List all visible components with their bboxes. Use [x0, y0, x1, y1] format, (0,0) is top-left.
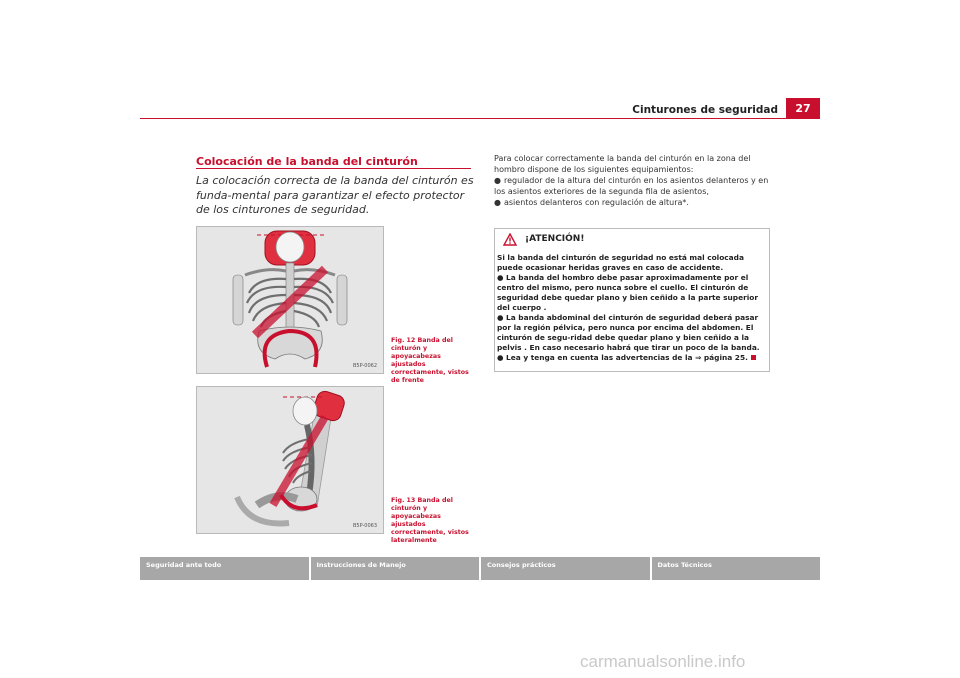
section-rule: [196, 168, 471, 169]
bullet-text: asientos delanteros con regulación de altura*.: [503, 198, 689, 207]
body-bullet: [494, 176, 772, 197]
warning-bullet: [497, 313, 767, 353]
watermark: carmanualsonline.info: [580, 652, 746, 671]
figure-13-caption: Fig. 13 Banda del cinturón y apoyacabezas ajustados correctamente, vistos lateralmente: [391, 497, 469, 544]
skeleton-front-illustration: [197, 227, 383, 373]
figure-12-caption: Fig. 12 Banda del cinturón y apoyacabezas ajustados correctamente, vistos de frente: [391, 337, 469, 384]
figure-13-side-view: [196, 386, 384, 534]
bullet-text: La banda del hombro debe pasar aproximadamente por el centro del mismo, pero nunca sobre el cuello. El cinturón de seguridad debe quedar plano y bien ceñido a la parte superior del cuerpo .: [497, 273, 758, 312]
figure-12-front-view: [196, 226, 384, 374]
warning-header: [495, 229, 769, 249]
page-number: 27: [786, 98, 820, 118]
bullet-icon: ●: [494, 176, 501, 185]
skeleton-side-illustration: [197, 387, 383, 533]
bullet-text: regulador de la altura del cinturón en los asientos delanteros y en los asientos exteriores de la segunda fila de asientos,: [494, 176, 769, 196]
bullet-icon: ●: [497, 273, 507, 282]
warning-paragraph: Si la banda del cinturón de seguridad no está mal colocada puede ocasionar heridas graves en caso de accidente.: [497, 253, 744, 272]
footer-tab-consejos[interactable]: Consejos prácticos: [479, 557, 650, 580]
body-paragraph: Para colocar correctamente la banda del cinturón en la zona del hombro dispone de los siguientes equipamientos:: [494, 154, 751, 174]
bullet-text: Lea y tenga en cuenta las advertencias de la ⇒ página 25.: [506, 353, 748, 362]
bullet-icon: ●: [497, 353, 507, 362]
section-intro: La colocación correcta de la banda del cinturón es funda-mental para garantizar el efecto protector de los cinturones de seguridad.: [196, 174, 474, 216]
header-rule: [140, 118, 820, 119]
figure-code: B5P-0063: [352, 523, 377, 529]
warning-body: [497, 253, 767, 363]
footer-tab-instrucciones[interactable]: Instrucciones de Manejo: [309, 557, 480, 580]
figure-code: B5P-0062: [352, 363, 377, 369]
footer-tab-datos[interactable]: Datos Técnicos: [650, 557, 821, 580]
end-mark-icon: [751, 355, 756, 360]
running-title: Cinturones de seguridad: [632, 104, 778, 116]
warning-bullet: [497, 353, 767, 363]
warning-triangle-icon: [503, 233, 517, 246]
warning-box: [494, 228, 770, 372]
body-text: [494, 154, 772, 210]
bullet-icon: ●: [494, 198, 501, 207]
warning-title: ¡ATENCIÓN!: [525, 234, 585, 244]
footer-nav: [140, 557, 820, 580]
bullet-icon: ●: [497, 313, 507, 322]
warning-bullet: [497, 273, 767, 313]
body-bullet: [494, 198, 772, 209]
section-title: Colocación de la banda del cinturón: [196, 155, 418, 168]
bullet-text: La banda abdominal del cinturón de seguridad deberá pasar por la región pélvica, pero nunca por encima del abdomen. El cinturón de segu-ridad debe quedar plano y bien ceñido a la pelvis . En caso necesario habrá que tirar un poco de la banda.: [497, 313, 760, 352]
footer-tab-seguridad[interactable]: Seguridad ante todo: [146, 561, 222, 569]
